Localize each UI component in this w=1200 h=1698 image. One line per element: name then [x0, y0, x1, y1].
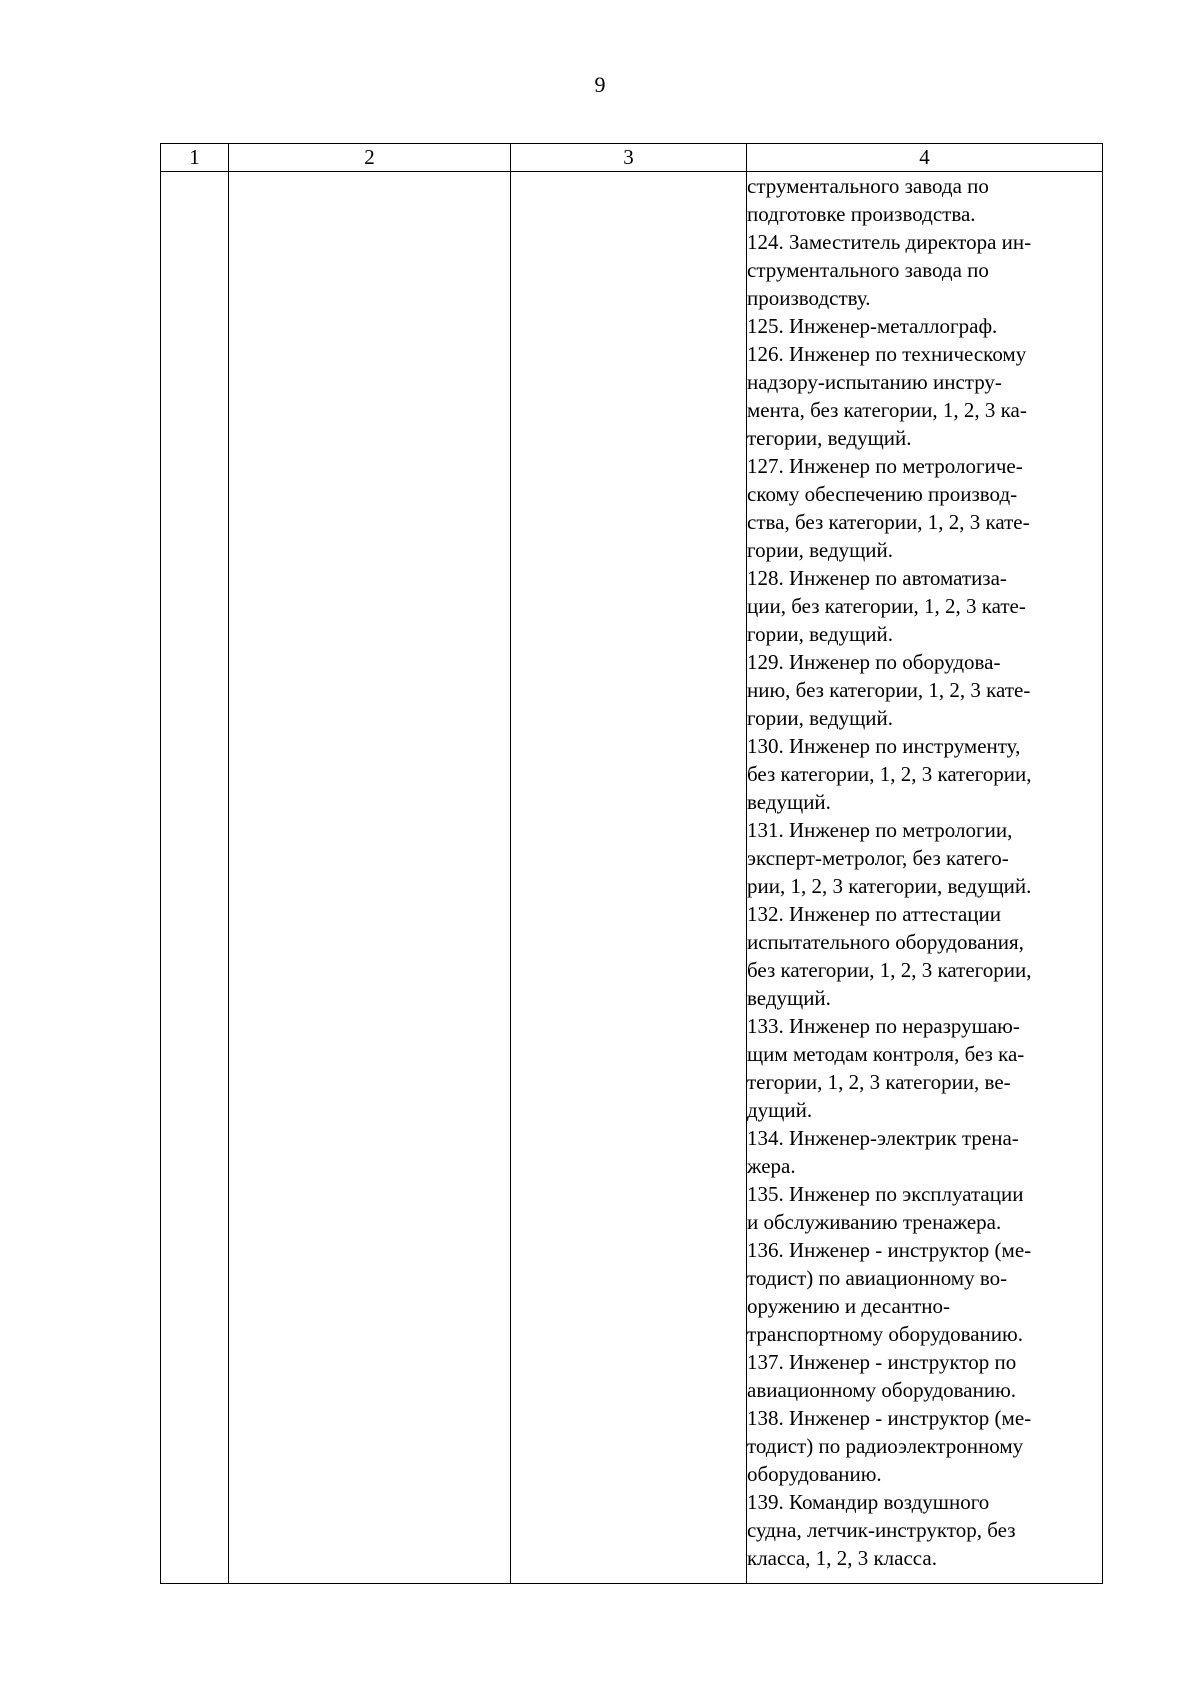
column-header-3: 3: [511, 144, 747, 172]
cell-col-4: [747, 172, 1103, 1584]
text-line: подготовке производства.: [747, 202, 976, 226]
text-line: 136. Инженер - инструктор (ме-: [747, 1238, 1032, 1262]
text-line: тегории, ведущий.: [747, 426, 912, 450]
text-line: 126. Инженер по техническому: [747, 342, 1027, 366]
text-line: и обслуживанию тренажера.: [747, 1210, 1002, 1234]
text-line: жера.: [747, 1154, 796, 1178]
text-line: 124. Заместитель директора ин-: [747, 230, 1032, 254]
text-line: без категории, 1, 2, 3 категории,: [747, 958, 1032, 982]
column-header-2: 2: [229, 144, 511, 172]
text-line: тегории, 1, 2, 3 категории, ве-: [747, 1070, 1011, 1094]
text-line: 125. Инженер-металлограф.: [747, 314, 998, 338]
column-header-4: 4: [747, 144, 1103, 172]
text-line: 132. Инженер по аттестации: [747, 902, 1002, 926]
text-line: судна, летчик-инструктор, без: [747, 1518, 1016, 1542]
text-line: 131. Инженер по метрологии,: [747, 818, 1013, 842]
text-line: 133. Инженер по неразрушаю-: [747, 1014, 1020, 1038]
text-line: щим методам контроля, без ка-: [747, 1042, 1025, 1066]
table-header-row: [161, 144, 1103, 172]
text-line: оборудованию.: [747, 1462, 882, 1486]
cell-col-3: [511, 172, 747, 1584]
text-line: 135. Инженер по эксплуатации: [747, 1182, 1024, 1206]
text-line: оружению и десантно-: [747, 1294, 950, 1318]
text-line: транспортному оборудованию.: [747, 1322, 1023, 1346]
text-line: 130. Инженер по инструменту,: [747, 734, 1021, 758]
text-line: 137. Инженер - инструктор по: [747, 1350, 1017, 1374]
text-line: класса, 1, 2, 3 класса.: [747, 1546, 937, 1570]
text-line: струментального завода по: [747, 258, 989, 282]
text-line: гории, ведущий.: [747, 538, 893, 562]
page-number: 9: [594, 72, 606, 97]
text-line: тодист) по радиоэлектронному: [747, 1434, 1024, 1458]
text-line: испытательного оборудования,: [747, 930, 1024, 954]
text-line: скому обеспечению производ-: [747, 482, 1018, 506]
text-line: производству.: [747, 286, 871, 310]
position-list: [747, 172, 1102, 1572]
column-header-1: 1: [161, 144, 229, 172]
text-line: эксперт-метролог, без катего-: [747, 846, 1009, 870]
text-line: ведущий.: [747, 790, 831, 814]
text-line: ведущий.: [747, 986, 831, 1010]
text-line: гории, ведущий.: [747, 706, 893, 730]
text-line: дущий.: [747, 1098, 813, 1122]
text-line: нию, без категории, 1, 2, 3 кате-: [747, 678, 1031, 702]
text-line: рии, 1, 2, 3 категории, ведущий.: [747, 874, 1032, 898]
text-line: гории, ведущий.: [747, 622, 893, 646]
cell-col-1: [161, 172, 229, 1584]
text-line: без категории, 1, 2, 3 категории,: [747, 762, 1032, 786]
cell-col-2: [229, 172, 511, 1584]
text-line: мента, без категории, 1, 2, 3 ка-: [747, 398, 1027, 422]
text-line: 129. Инженер по оборудова-: [747, 650, 1001, 674]
text-line: струментального завода по: [747, 174, 989, 198]
text-line: 127. Инженер по метрологиче-: [747, 454, 1023, 478]
positions-table: [160, 143, 1103, 1584]
table-row: [161, 172, 1103, 1584]
text-line: 134. Инженер-электрик трена-: [747, 1126, 1019, 1150]
text-line: ства, без категории, 1, 2, 3 кате-: [747, 510, 1030, 534]
text-line: ции, без категории, 1, 2, 3 кате-: [747, 594, 1026, 618]
text-line: 139. Командир воздушного: [747, 1490, 990, 1514]
text-line: 138. Инженер - инструктор (ме-: [747, 1406, 1032, 1430]
text-line: 128. Инженер по автоматиза-: [747, 566, 1007, 590]
text-line: авиационному оборудованию.: [747, 1378, 1017, 1402]
text-line: тодист) по авиационному во-: [747, 1266, 1008, 1290]
text-line: надзору-испытанию инстру-: [747, 370, 1002, 394]
